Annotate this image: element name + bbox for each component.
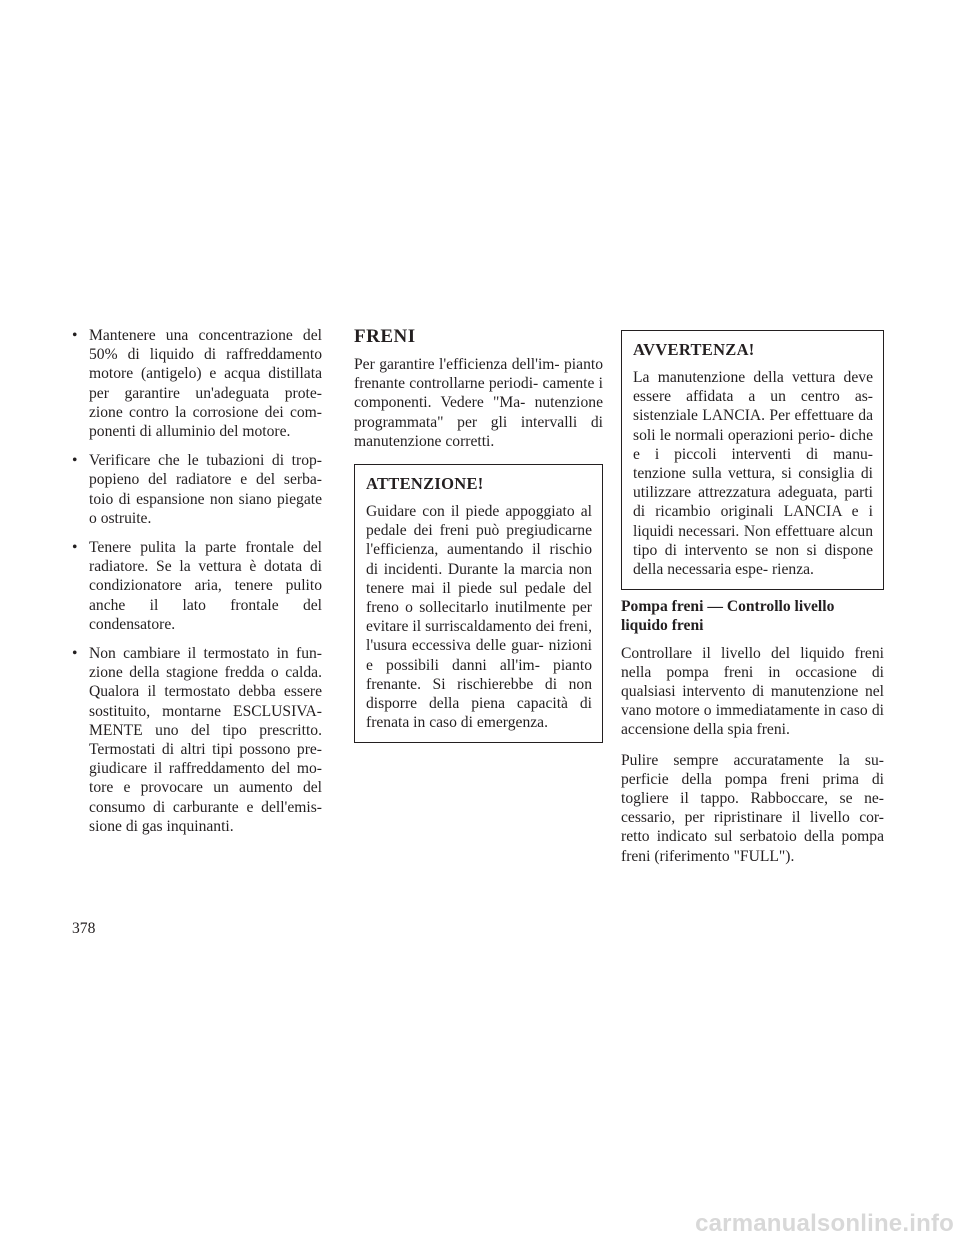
pompa-freni-paragraph-2: Pulire sempre accuratamente la su- perficie della pompa freni prima di togliere il tappo. Rabboccare, se ne- cessario, per ripristinare il livello cor- retto indicato sul serbatoio della pompa freni (riferimento "FULL"). xyxy=(621,751,884,865)
bullet-item xyxy=(72,644,322,836)
bullet-item xyxy=(72,451,322,528)
attenzione-title: ATTENZIONE! xyxy=(366,474,484,494)
page-number: 378 xyxy=(72,920,96,937)
bullet-item xyxy=(72,538,322,634)
attenzione-text: Guidare con il piede appoggiato al pedale dei freni può pregiudicarne l'efficienza, aumentando il rischio di incidenti. Durante la marcia non tenere mai il piede sul pedale del freno o sollecitarlo inutilmente per evitare il surriscaldamento dei freni, l'usura eccessiva delle guar- nizioni e possibili danni all'im- pianto frenante. Si rischierebbe di non disporre della piena capacità di frenata in caso di emergenza. xyxy=(366,503,592,732)
column-middle xyxy=(354,326,603,743)
bullet-icon: • xyxy=(72,539,78,557)
avvertenza-title: AVVERTENZA! xyxy=(633,340,755,359)
bullet-icon: • xyxy=(72,327,78,344)
pompa-freni-subheading: Pompa freni — Controllo livello liquido freni xyxy=(621,598,835,635)
bullet-text: Tenere pulita la parte frontale del radiatore. Se la vettura è dotata di condizionatore aria, tenere pulito anche il lato frontale del condensatore. xyxy=(89,539,322,633)
freni-intro-paragraph: Per garantire l'efficienza dell'im- pianto frenante controllarne periodi- camente i componenti. Vedere "Ma- nutenzione programmata" per gli intervalli di manutenzione corretti. xyxy=(354,356,603,450)
watermark: carmanualsonline.info xyxy=(695,1210,954,1237)
pompa-freni-paragraph-1: Controllare il livello del liquido freni nella pompa freni in occasione di qualsiasi intervento di manutenzione nel vano motore o immediatamente in caso di accensione della spia freni. xyxy=(621,644,884,739)
bullet-text: Mantenere una concentrazione del 50% di liquido di raffreddamento motore (antigelo) e acqua distillata per garantire un'adeguata prote- zione contro la corrosione dei com- ponenti di alluminio del motore. xyxy=(89,327,322,441)
bullet-icon: • xyxy=(72,452,78,470)
section-heading-freni: FRENI xyxy=(354,326,416,347)
column-right xyxy=(621,330,884,877)
maintenance-bullet-list xyxy=(72,326,322,836)
bullet-icon: • xyxy=(72,645,78,663)
avvertenza-warning-box xyxy=(621,330,884,590)
bullet-text: Non cambiare il termostato in fun- zione della stagione fredda o calda. Qualora il termostato debba essere sostituito, montarne ESCLUSIVA- MENTE uno del tipo prescritto. Termostati di altri tipi possono pre- giudicare il raffreddamento del mo- tore e provocare un aumento del consumo di carburante e dell'emis- sione di gas inquinanti. xyxy=(89,645,322,835)
avvertenza-text: La manutenzione della vettura deve essere affidata a un centro as- sistenziale LANCIA. Per effettuare da soli le normali operazioni perio- diche e i piccoli interventi di manu- tenzione sulla vettura, si consiglia di utilizzare attrezzatura adeguata, parti di ricambio originali LANCIA e i liquidi necessari. Non effettuare alcun tipo di intervento se non si dispone della necessaria espe- rienza. xyxy=(633,369,873,579)
bullet-text: Verificare che le tubazioni di trop- popieno del radiatore e del serba- toio di espansione non siano piegate o ostruite. xyxy=(89,452,322,527)
bullet-item xyxy=(72,326,322,441)
column-left xyxy=(72,326,322,846)
attenzione-warning-box xyxy=(354,464,603,743)
